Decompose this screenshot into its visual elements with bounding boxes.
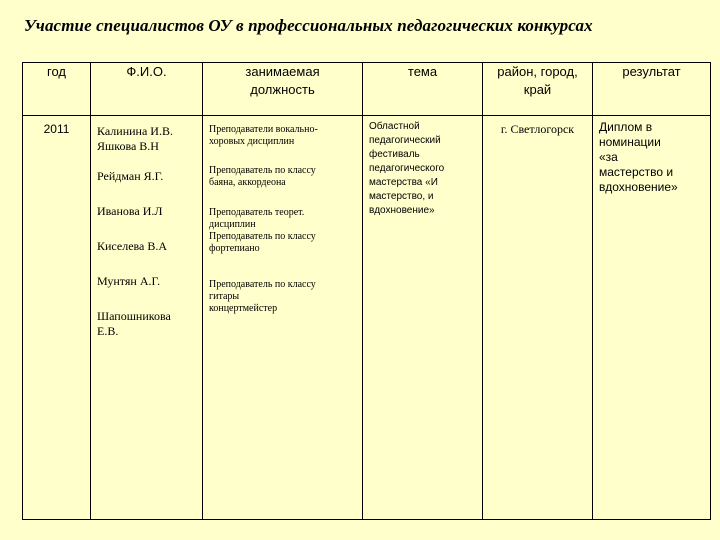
- name-entry: Шапошникова Е.В.: [97, 309, 171, 338]
- cell-region: г. Светлогорск: [483, 116, 593, 520]
- contest-table: [22, 62, 711, 520]
- name-entry: Иванова И.Л: [97, 204, 163, 218]
- position-entry: Преподаватель по классу баяна, аккордеона: [209, 165, 316, 188]
- header-region: район, город, край: [483, 63, 593, 116]
- header-position: занимаемая должность: [203, 63, 363, 116]
- position-entry: Преподаватель теорет. дисциплин Преподаватель по классу фортепиано: [209, 207, 316, 254]
- name-entry: Рейдман Я.Г.: [97, 169, 164, 183]
- name-entry: Киселева В.А: [97, 239, 168, 253]
- name-entry: Калинина И.В. Яшкова В.Н: [97, 124, 173, 153]
- header-name: Ф.И.О.: [91, 63, 203, 116]
- table-row: [23, 116, 711, 520]
- header-theme: тема: [363, 63, 483, 116]
- page-title: Участие специалистов ОУ в профессиональных педагогических конкурсах: [24, 16, 593, 35]
- cell-positions: [203, 116, 363, 520]
- cell-year: 2011: [23, 116, 91, 520]
- position-entry: Преподаватели вокально- хоровых дисциплин: [209, 124, 318, 147]
- position-entry: Преподаватель по классу гитары концертмейстер: [209, 279, 316, 314]
- cell-names: [91, 116, 203, 520]
- cell-result: Диплом в номинации «за мастерство и вдохновение»: [593, 116, 711, 520]
- name-entry: Мунтян А.Г.: [97, 274, 161, 288]
- header-year: год: [23, 63, 91, 116]
- cell-theme: Областной педагогический фестиваль педагогического мастерства «И мастерство, и вдохновение»: [363, 116, 483, 520]
- header-result: результат: [593, 63, 711, 116]
- table-header-row: [23, 63, 711, 116]
